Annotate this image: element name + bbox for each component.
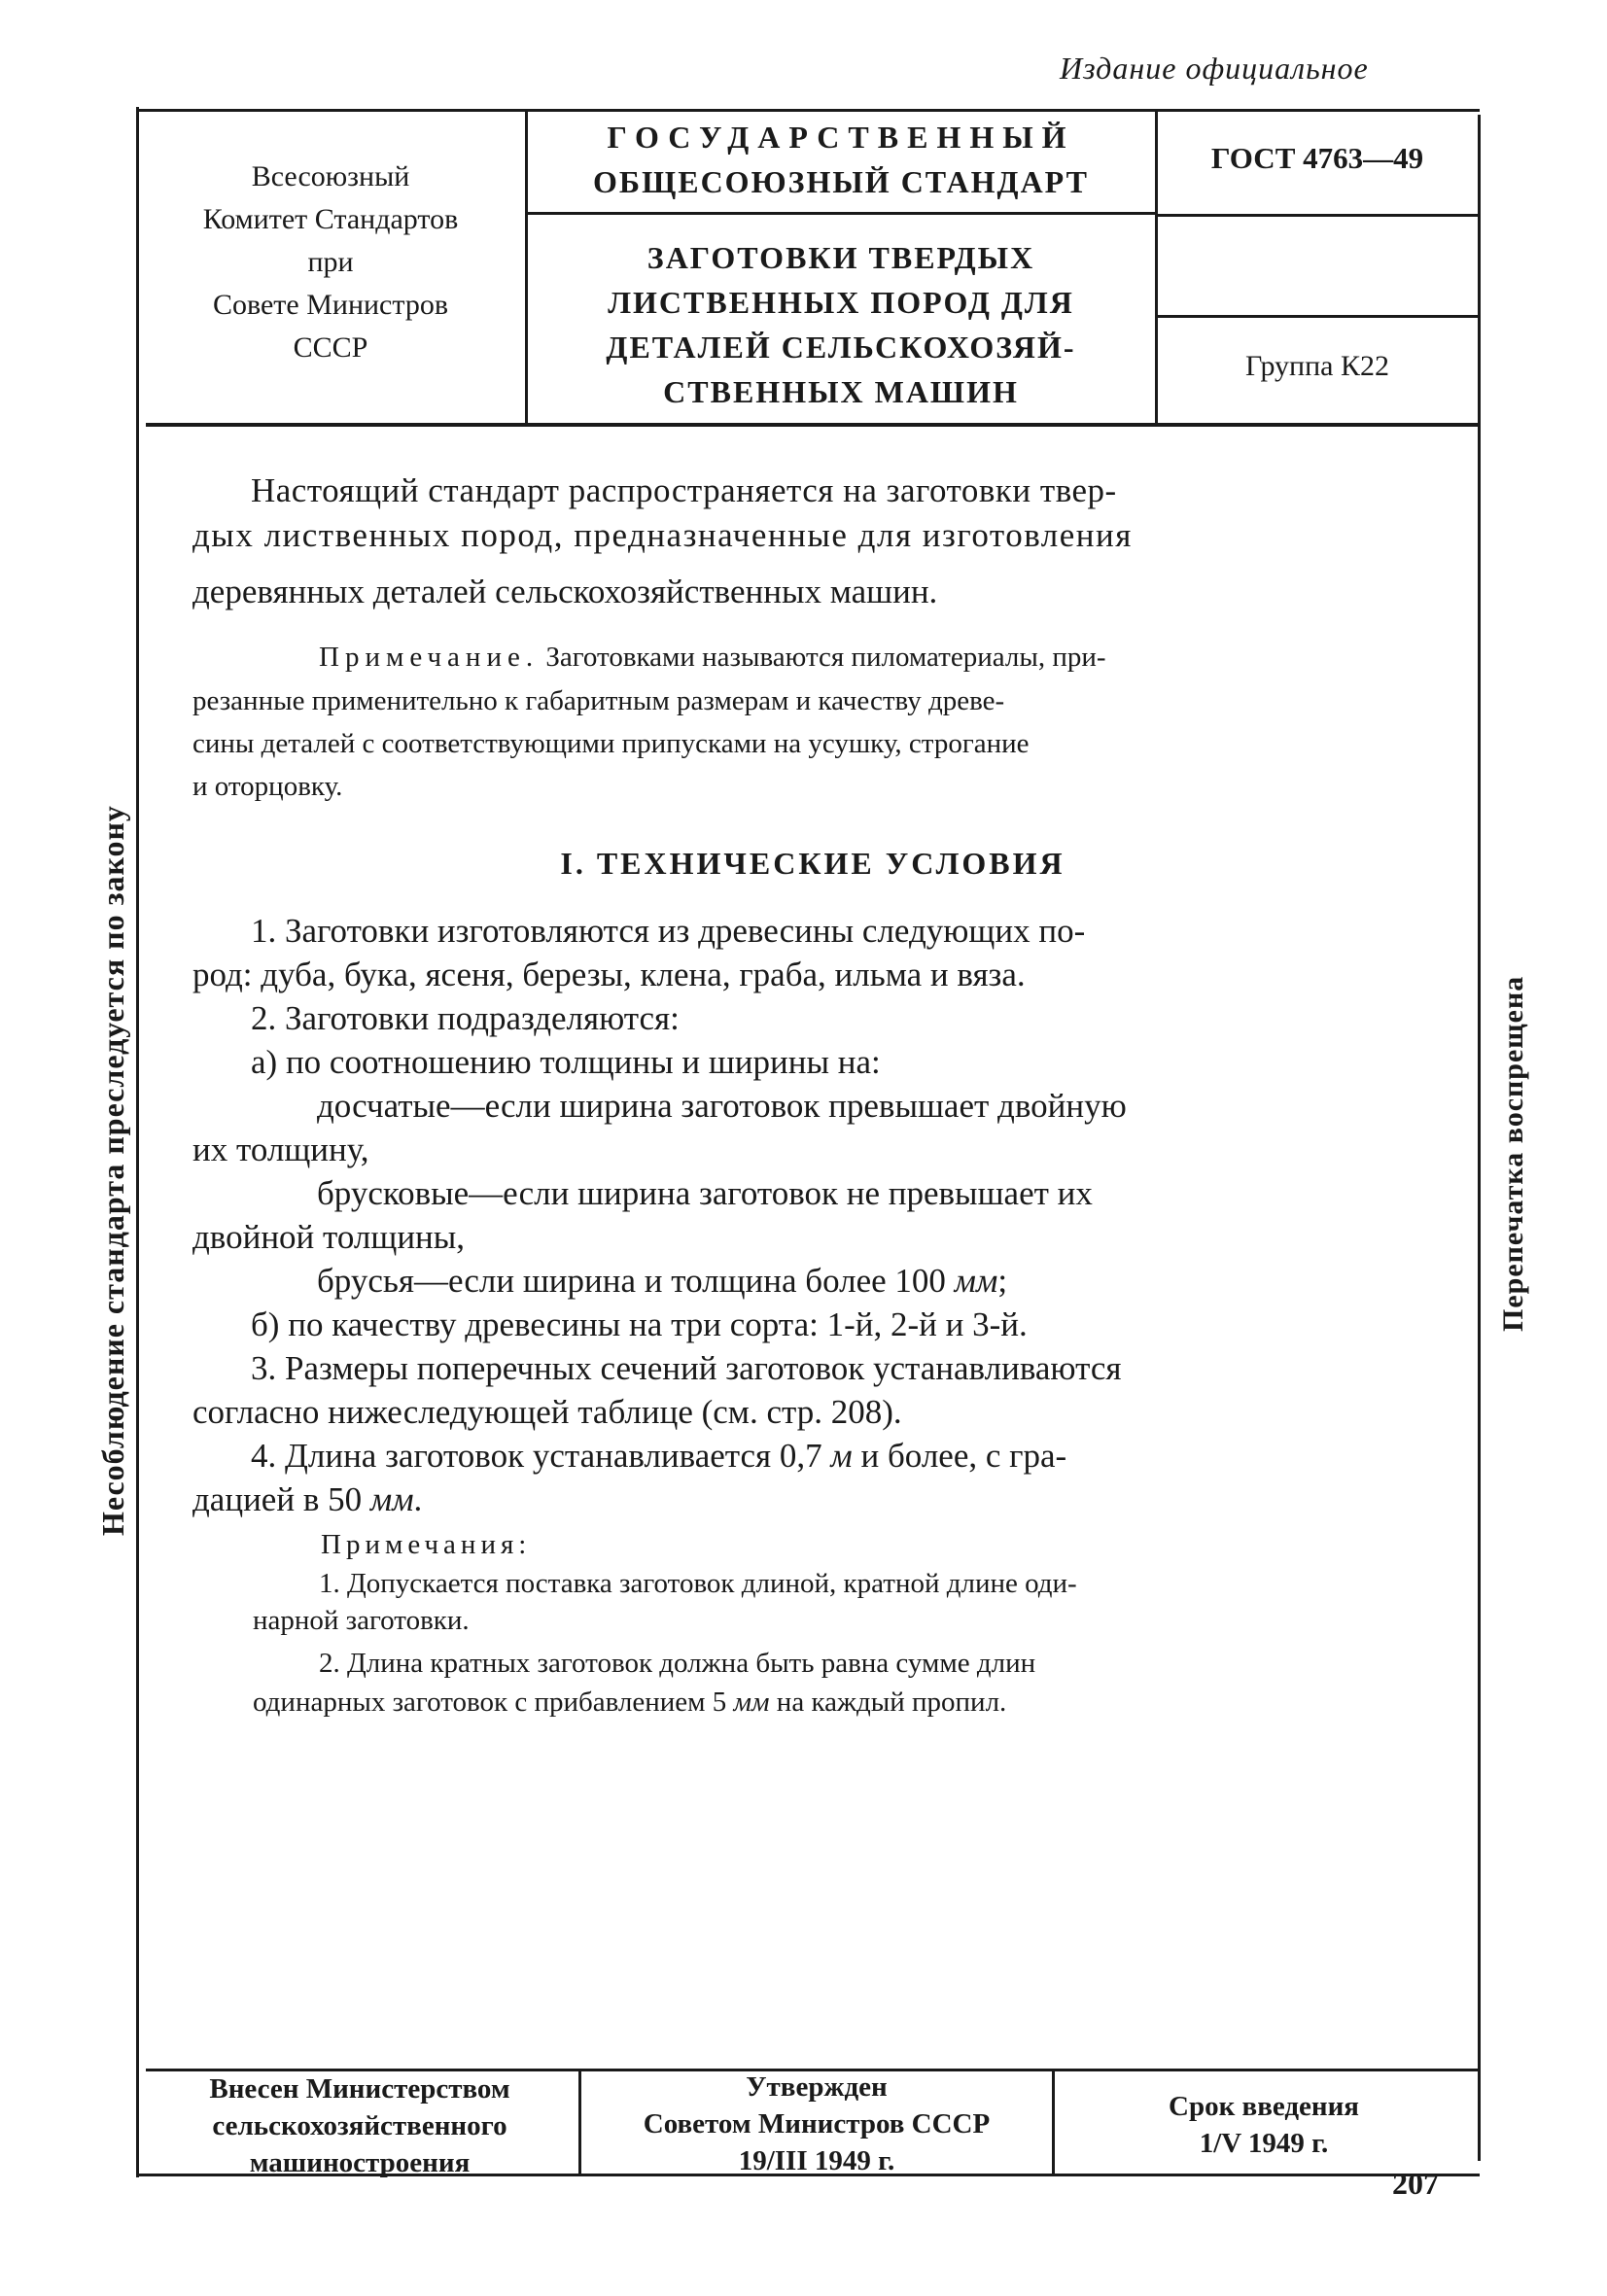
side-text-left: Несоблюдение стандарта преследуется по закону	[95, 805, 130, 1536]
committee-line: Комитет Стандартов	[202, 203, 459, 235]
item-2a-3-text: брусья—если ширина и толщина более 100	[317, 1262, 946, 1300]
item-2: 2. Заготовки подразделяются:	[251, 999, 680, 1037]
title-line: СТВЕННЫХ МАШИН	[663, 374, 1019, 409]
item-2a: а) по соотношению толщины и ширины на:	[251, 1043, 881, 1081]
note-1-line-2: нарной заготовки.	[253, 1605, 470, 1636]
footer-effective-line: 1/V 1949 г.	[1199, 2128, 1329, 2159]
group-code: Группа К22	[1245, 350, 1389, 382]
committee-line: Совете Министров	[212, 289, 449, 321]
footer-introduced	[146, 2070, 574, 2181]
footer-approved	[583, 2069, 1050, 2179]
page-number: 207	[1392, 2166, 1439, 2201]
item-2a-1-line-2: их толщину,	[192, 1131, 369, 1168]
item-2a-3-end: ;	[997, 1262, 1008, 1300]
footer-effective	[1060, 2088, 1468, 2162]
item-3-line-2: согласно нижеследующей таблице (см. стр. 208).	[192, 1393, 902, 1431]
standard-title	[530, 235, 1152, 414]
item-2b: б) по качеству древесины на три сорта: 1-й, 2-й и 3-й.	[251, 1305, 1028, 1343]
note-2-line-1: 2. Длина кратных заготовок должна быть равна сумме длин	[319, 1648, 1036, 1679]
footer-divider-2	[1052, 2071, 1055, 2174]
item-3-line-1: 3. Размеры поперечных сечений заготовок устанавливаются	[251, 1349, 1122, 1387]
footer-approved-line: 19/III 1949 г.	[738, 2145, 895, 2176]
title-line: ЗАГОТОВКИ ТВЕРДЫХ	[646, 240, 1035, 275]
unit-m: м	[830, 1437, 853, 1475]
side-text-right: Перепечатка воспрещена	[1497, 975, 1529, 1332]
intro-note-line-1	[192, 637, 1433, 678]
header-bottom-line	[146, 423, 1480, 427]
header-top-line	[136, 109, 1480, 112]
intro-line-3: деревянных деталей сельскохозяйственных машин.	[192, 573, 938, 610]
item-2a-1-line-1: досчатые—если ширина заготовок превышает двойную	[317, 1087, 1127, 1125]
item-4-text: 4. Длина заготовок устанавливается 0,7	[251, 1437, 822, 1475]
footer-introduced-line: Внесен Министерством	[209, 2073, 510, 2105]
standard-type	[530, 115, 1152, 204]
unit-mm: мм	[954, 1262, 998, 1300]
committee-block	[146, 156, 515, 369]
note-2-line-2-end: на каждый пропил.	[776, 1687, 1007, 1718]
frame-left-line	[136, 107, 139, 2177]
item-4-line-2-text: дацией в 50	[192, 1480, 363, 1518]
footer-introduced-line: машиностроения	[249, 2147, 471, 2178]
unit-mm: мм	[369, 1480, 414, 1518]
notes-label: Примечания:	[321, 1529, 532, 1560]
intro-note-line-3: сины деталей с соответствующими припусками на усушку, строгание	[192, 728, 1030, 759]
intro-note-line-2: резанные применительно к габаритным размерам и качеству древе-	[192, 685, 1005, 716]
footer-approved-line: Утвержден	[746, 2071, 888, 2103]
header-divider-2	[1155, 112, 1158, 423]
title-line: ДЕТАЛЕЙ СЕЛЬСКОХОЗЯЙ-	[606, 330, 1076, 365]
note-2-line-2-text: одинарных заготовок с прибавлением 5	[253, 1687, 727, 1718]
standard-type-line1: ГОСУДАРСТВЕННЫЙ	[607, 120, 1075, 155]
intro-note-line-4: и оторцовку.	[192, 771, 343, 802]
footer-divider-1	[578, 2071, 581, 2174]
item-1-line-2: род: дуба, бука, ясеня, березы, клена, граба, ильма и вяза.	[192, 956, 1026, 993]
item-2a-2-line-2: двойной толщины,	[192, 1218, 466, 1256]
footer-introduced-line: сельскохозяйственного	[212, 2110, 507, 2141]
note-1-line-1: 1. Допускается поставка заготовок длиной, кратной длине оди-	[319, 1568, 1077, 1599]
footer-effective-line: Срок введения	[1169, 2091, 1359, 2122]
header-divider-1	[525, 112, 528, 423]
item-2a-3	[192, 1259, 1433, 1303]
committee-line: Всесоюзный	[251, 160, 410, 192]
intro-line-1: Настоящий стандарт распространяется на заготовки твер-	[251, 471, 1117, 509]
section-title: I. ТЕХНИЧЕСКИЕ УСЛОВИЯ	[560, 846, 1066, 881]
committee-line: при	[307, 246, 354, 278]
edition-label: Издание официальное	[1060, 51, 1369, 86]
standard-type-line2: ОБЩЕСОЮЗНЫЙ СТАНДАРТ	[593, 164, 1089, 199]
header-mid-line-right-2	[1158, 315, 1478, 318]
item-4-line-2	[192, 1478, 1433, 1521]
item-4-line-2-end: .	[413, 1480, 423, 1518]
note-2-line-2	[253, 1682, 1433, 1722]
gost-number: ГОСТ 4763—49	[1210, 141, 1424, 175]
unit-mm: мм	[733, 1687, 770, 1718]
footer-approved-line: Советом Министров СССР	[643, 2108, 991, 2139]
item-4-line-1	[192, 1434, 1433, 1478]
frame-right-line	[1478, 115, 1481, 2161]
intro-line-2: дых лиственных пород, предназначенные для изготовления	[192, 516, 1133, 554]
note-text: Заготовками называются пиломатериалы, при-	[545, 642, 1106, 673]
committee-line: СССР	[293, 331, 368, 364]
header-mid-line-center	[528, 212, 1155, 215]
header-mid-line-right-1	[1158, 214, 1478, 217]
note-label: Примечание.	[319, 642, 540, 673]
title-line: ЛИСТВЕННЫХ ПОРОД ДЛЯ	[608, 285, 1074, 320]
item-1-line-1: 1. Заготовки изготовляются из древесины следующих по-	[251, 912, 1086, 950]
item-4-text-end: и более, с гра-	[860, 1437, 1067, 1475]
item-2a-2-line-1: брусковые—если ширина заготовок не превышает их	[317, 1174, 1093, 1212]
